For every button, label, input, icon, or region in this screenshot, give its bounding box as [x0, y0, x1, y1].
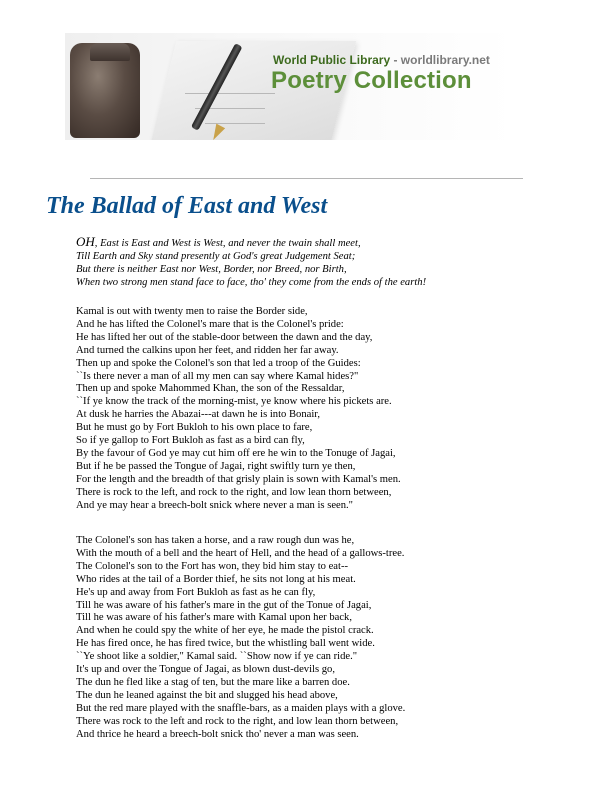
stanza-two	[76, 535, 405, 742]
verse-line: And thrice he heard a breech-bolt snick tho' never a man was seen.	[76, 728, 359, 740]
verse-line: It's up and over the Tongue of Jagai, as blown dust-devils go,	[76, 664, 336, 676]
verse-line: Till he was aware of his father's mare in the gut of the Tonue of Jagai,	[76, 599, 372, 611]
verse-line: ``Is there never a man of all my men can say where Kamal hides?"	[76, 370, 359, 382]
verse-line: ``If ye know the track of the morning-mist, ye know where his pickets are.	[76, 396, 392, 408]
verse-line: For the length and the breadth of that grisly plain is sown with Kamal's men.	[76, 473, 401, 485]
inkwell-icon	[70, 43, 140, 138]
verse-line: And ye may hear a breech-bolt snick where never a man is seen."	[76, 499, 353, 511]
verse-line: There is rock to the left, and rock to the right, and low lean thorn between,	[76, 486, 392, 498]
intro-line	[76, 236, 426, 251]
library-name: World Public Library	[273, 53, 391, 67]
verse-line: But if he be passed the Tongue of Jagai, right swiftly turn ye then,	[76, 460, 356, 472]
verse-line: He has lifted her out of the stable-door between the dawn and the day,	[76, 331, 373, 343]
verse-line: Who rides at the tail of a Border thief, he sits not long at his meat.	[76, 573, 356, 585]
verse-line: And he has lifted the Colonel's mare that is the Colonel's pride:	[76, 318, 344, 330]
verse-line: ``Ye shoot like a soldier," Kamal said. ``Show now if ye can ride."	[76, 651, 358, 663]
poem-title: The Ballad of East and West	[46, 193, 328, 219]
verse-line: Kamal is out with twenty men to raise the Border side,	[76, 306, 308, 317]
paper-ink-line	[205, 123, 265, 124]
verse-line: There was rock to the left and rock to the right, and low lean thorn between,	[76, 715, 399, 727]
stanza-one	[76, 306, 401, 513]
verse-line: But he must go by Fort Bukloh to his own place to fare,	[76, 422, 313, 434]
divider	[90, 178, 523, 179]
intro-line: Till Earth and Sky stand presently at God's great Judgement Seat;	[76, 250, 356, 262]
verse-line: The dun he leaned against the bit and slugged his head above,	[76, 689, 338, 701]
collection-title: Poetry Collection	[271, 67, 472, 94]
library-brand	[273, 53, 490, 67]
intro-dropcap: OH	[76, 234, 95, 249]
verse-line: He has fired once, he has fired twice, but the whistling ball went wide.	[76, 638, 375, 650]
intro-stanza	[76, 236, 426, 290]
intro-line-text: , East is East and West is West, and never the twain shall meet,	[94, 238, 361, 249]
verse-line: With the mouth of a bell and the heart of Hell, and the head of a gallows-tree.	[76, 547, 405, 559]
verse-line: And turned the calkins upon her feet, and ridden her far away.	[76, 344, 339, 356]
verse-line: The Colonel's son has taken a horse, and a raw rough dun was he,	[76, 535, 355, 546]
verse-line: So if ye gallop to Fort Bukloh as fast as a bird can fly,	[76, 435, 305, 447]
intro-line: When two strong men stand face to face, tho' they come from the ends of the earth!	[76, 276, 427, 288]
header-banner	[65, 33, 515, 140]
verse-line: Till he was aware of his father's mare with Kamal upon her back,	[76, 612, 352, 624]
intro-line: But there is neither East nor West, Border, nor Breed, nor Birth,	[76, 263, 347, 275]
verse-line: At dusk he harries the Abazai---at dawn he is into Bonair,	[76, 409, 321, 421]
verse-line: The Colonel's son to the Fort has won, they bid him stay to eat--	[76, 560, 349, 572]
verse-line: Then up and spoke the Colonel's son that led a troop of the Guides:	[76, 357, 361, 369]
paper-ink-line	[185, 93, 275, 94]
verse-line: But the red mare played with the snaffle-bars, as a maiden plays with a glove.	[76, 702, 406, 714]
inkwell-cap	[90, 43, 130, 61]
verse-line: And when he could spy the white of her eye, he made the pistol crack.	[76, 625, 374, 637]
verse-line: He's up and away from Fort Bukloh as fast as he can fly,	[76, 586, 316, 598]
verse-line: The dun he fled like a stag of ten, but the mare like a barren doe.	[76, 676, 350, 688]
verse-line: By the favour of God ye may cut him off ere he win to the Tonuge of Jagai,	[76, 447, 396, 459]
verse-line: Then up and spoke Mahommed Khan, the son of the Ressaldar,	[76, 383, 345, 395]
library-site: - worldlibrary.net	[390, 53, 490, 67]
